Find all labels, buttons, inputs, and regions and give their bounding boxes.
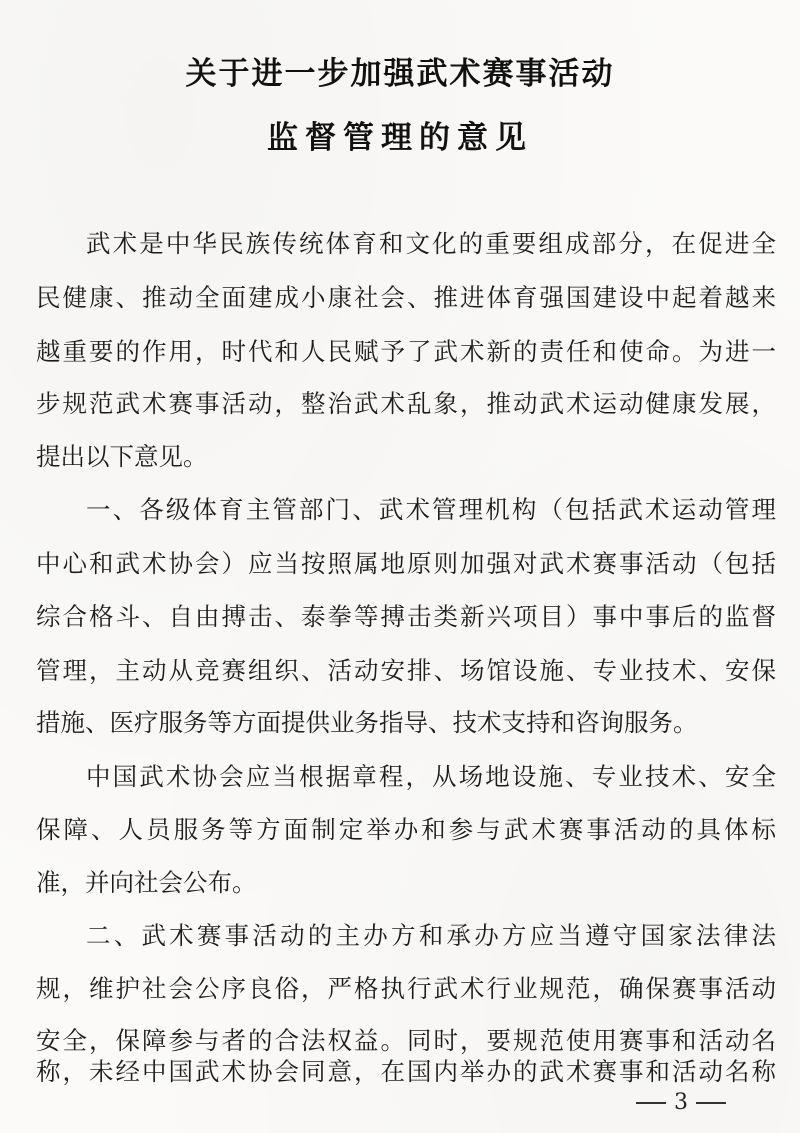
body-line-14: 二、武术赛事活动的主办方和承办方应当遵守国家法律法 bbox=[86, 921, 776, 950]
body-line-3: 越重要的作用，时代和人民赋予了武术新的责任和使命。为进一 bbox=[36, 337, 776, 366]
page-number-right-dash bbox=[696, 1102, 726, 1104]
document-title-line-2: 监督管理的意见 bbox=[267, 120, 533, 156]
body-line-16: 安全，保障参与者的合法权益。同时，要规范使用赛事和活动名 bbox=[36, 1026, 776, 1055]
document-title-line-1: 关于进一步加强武术赛事活动 bbox=[185, 56, 615, 92]
body-line-4: 步规范武术赛事活动，整治武术乱象，推动武术运动健康发展， bbox=[36, 389, 776, 418]
page-number: 3 bbox=[674, 1090, 688, 1115]
body-line-17: 称，未经中国武术协会同意，在国内举办的武术赛事和活动名称 bbox=[36, 1057, 776, 1086]
page-number-footer bbox=[628, 1088, 734, 1118]
body-line-13: 准，并向社会公布。 bbox=[36, 868, 257, 897]
body-line-10: 措施、医疗服务等方面提供业务指导、技术支持和咨询服务。 bbox=[36, 708, 698, 737]
body-line-9: 管理，主动从竞赛组织、活动安排、场馆设施、专业技术、安保 bbox=[36, 656, 776, 685]
body-line-2: 民健康、推动全面建成小康社会、推进体育强国建设中起着越来 bbox=[36, 283, 776, 312]
body-line-12: 保障、人员服务等方面制定举办和参与武术赛事活动的具体标 bbox=[36, 815, 776, 844]
body-line-15: 规，维护社会公序良俗，严格执行武术行业规范，确保赛事活动 bbox=[36, 974, 776, 1003]
body-line-6: 一、各级体育主管部门、武术管理机构（包括武术运动管理 bbox=[86, 495, 776, 524]
body-line-11: 中国武术协会应当根据章程，从场地设施、专业技术、安全 bbox=[86, 762, 776, 791]
page-number-left-dash bbox=[636, 1102, 666, 1104]
body-line-5: 提出以下意见。 bbox=[36, 442, 208, 471]
body-line-1: 武术是中华民族传统体育和文化的重要组成部分，在促进全 bbox=[86, 229, 776, 258]
body-line-7: 中心和武术协会）应当按照属地原则加强对武术赛事活动（包括 bbox=[36, 549, 776, 578]
body-line-8: 综合格斗、自由搏击、泰拳等搏击类新兴项目）事中事后的监督 bbox=[36, 602, 776, 631]
